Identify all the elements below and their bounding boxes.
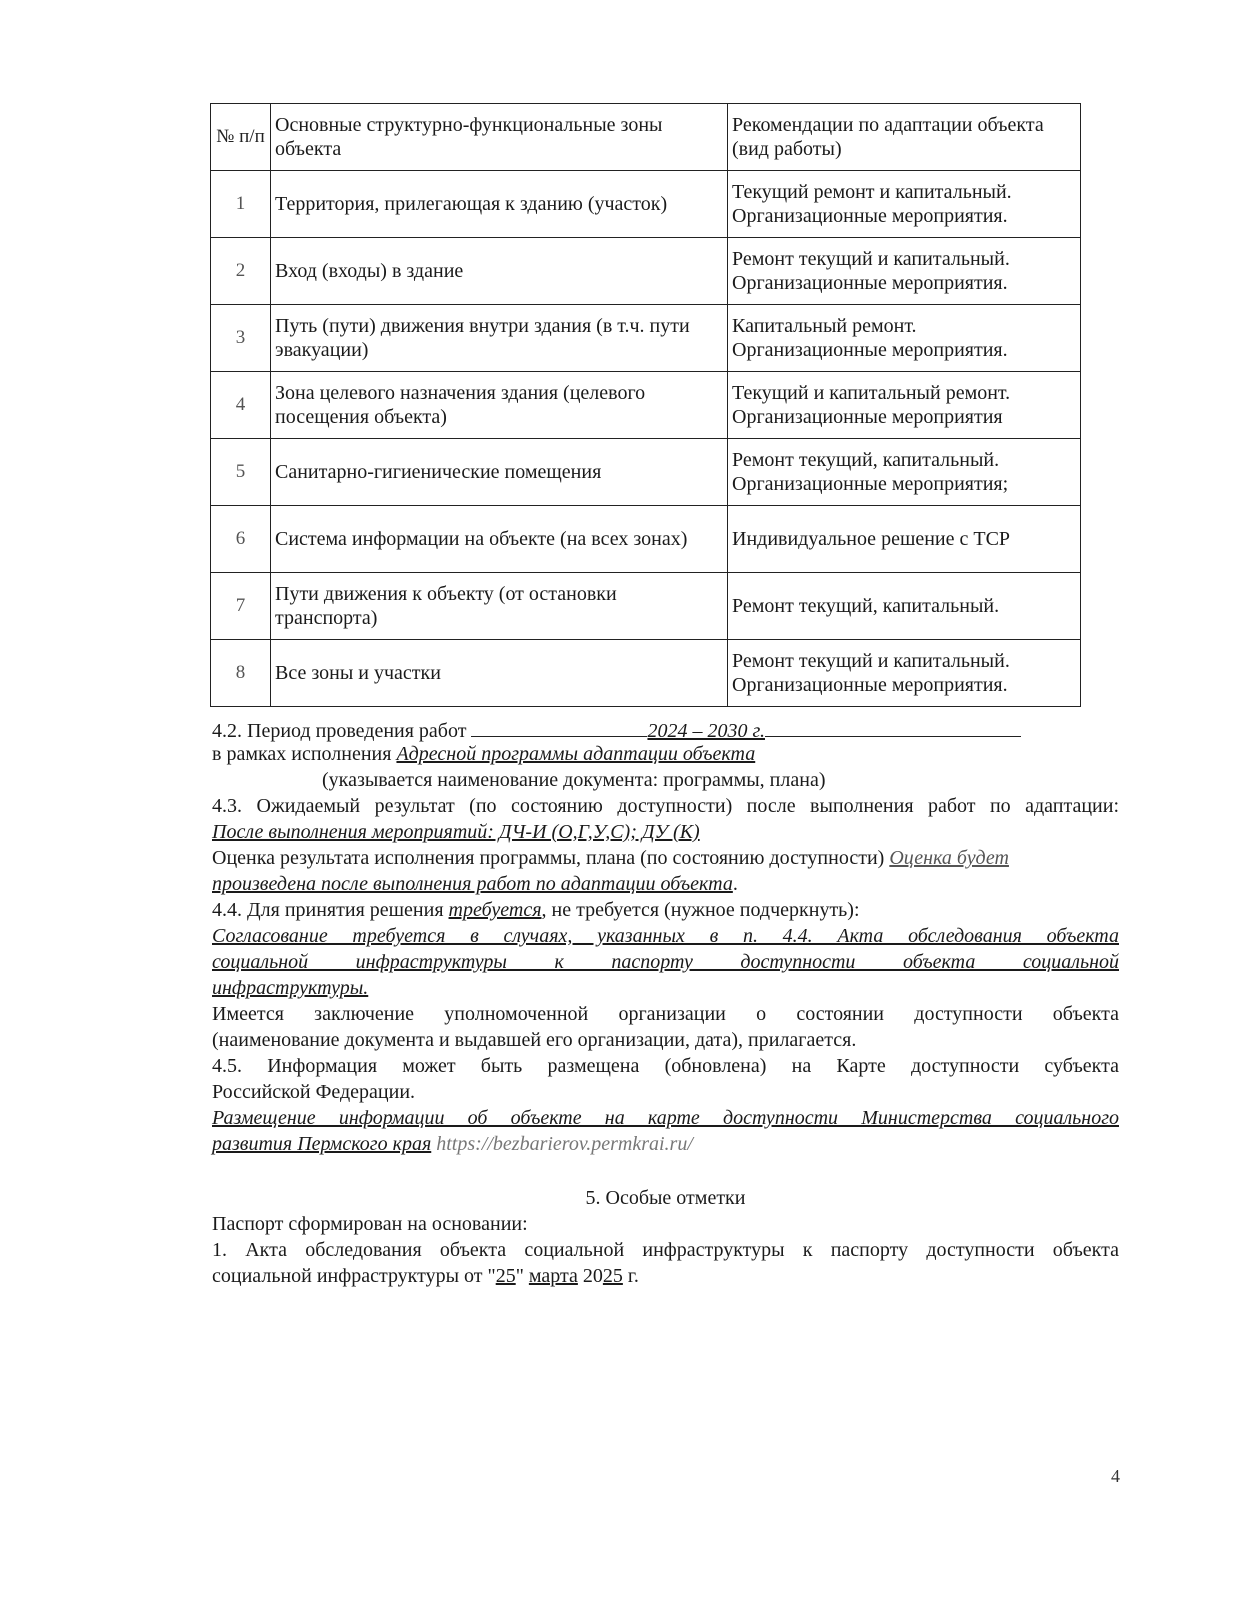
table-header-row (211, 104, 1081, 171)
expected-result-value (212, 820, 700, 846)
row-num: 7 (211, 573, 271, 640)
row-zone: Зона целевого назначения здания (целевого посещения объекта) (271, 372, 728, 439)
table-row (211, 171, 1081, 238)
act-line-2 (212, 1264, 639, 1290)
row-num: 5 (211, 439, 271, 506)
map-info-line-1: 4.5. Информация может быть размещена (обновлена) на Карте доступности субъекта (212, 1055, 1119, 1077)
row-rec: Текущий ремонт и капитальный. Организационные мероприятия. (728, 171, 1081, 238)
period-blank (765, 716, 1021, 737)
row-rec: Текущий и капитальный ремонт. Организационные мероприятия (728, 372, 1081, 439)
row-rec: Ремонт текущий, капитальный. Организационные мероприятия; (728, 439, 1081, 506)
decision-line (212, 898, 860, 924)
row-zone: Вход (входы) в здание (271, 238, 728, 305)
row-rec: Капитальный ремонт. Организационные мероприятия. (728, 305, 1081, 372)
agreement-line-3: инфраструктуры. (212, 977, 369, 999)
act-month: марта (528, 1265, 578, 1287)
adaptation-table (210, 103, 1081, 707)
row-zone: Путь (пути) движения внутри здания (в т.ч. пути эвакуации) (271, 305, 728, 372)
row-num: 1 (211, 171, 271, 238)
agreement-line-2: социальной инфраструктуры к паспорту доступности объекта социальной (212, 951, 1119, 973)
conclusion-line-1: Имеется заключение уполномоченной организации о состоянии доступности объекта (212, 1003, 1119, 1025)
decision-required: требуется (448, 899, 542, 921)
row-zone: Территория, прилегающая к зданию (участок) (271, 171, 728, 238)
program-line (212, 742, 755, 768)
decision-lead: 4.4. Для принятия решения (212, 899, 444, 921)
table-row (211, 573, 1081, 640)
expected-result-text: После выполнения мероприятий: ДЧ-И (О,Г,У,С); ДУ (К) (212, 821, 700, 843)
page-number: 4 (1111, 1466, 1120, 1486)
header-rec: Рекомендации по адаптации объекта (вид работы) (728, 104, 1081, 171)
period-blank (471, 716, 647, 737)
map-placement-text: развития Пермского края (212, 1133, 432, 1155)
act-line-1: 1. Акта обследования объекта социальной инфраструктуры к паспорту доступности объекта (212, 1239, 1119, 1261)
row-zone: Санитарно-гигиенические помещения (271, 439, 728, 506)
row-num: 4 (211, 372, 271, 439)
map-info-line-2: Российской Федерации. (212, 1081, 416, 1103)
table-row (211, 305, 1081, 372)
period-label: 4.2. Период проведения работ (212, 720, 467, 742)
table-row (211, 439, 1081, 506)
expected-result-line: 4.3. Ожидаемый результат (по состоянию доступности) после выполнения работ по адаптации: (212, 795, 1119, 817)
evaluation-value-2: произведена после выполнения работ по адаптации объекта (212, 873, 733, 895)
row-zone: Пути движения к объекту (от остановки транспорта) (271, 573, 728, 640)
evaluation-value: Оценка будет (889, 847, 1009, 869)
act-year: 25 (602, 1265, 623, 1287)
table-row (211, 640, 1081, 707)
row-zone: Все зоны и участки (271, 640, 728, 707)
table-row (211, 506, 1081, 573)
row-rec: Ремонт текущий и капитальный. Организационные мероприятия. (728, 238, 1081, 305)
program-name: Адресной программы адаптации объекта (396, 743, 756, 765)
period-line (212, 716, 1021, 745)
evaluation-prefix: Оценка результата исполнения программы, плана (по состоянию доступности) (212, 847, 885, 869)
table-row (211, 372, 1081, 439)
agreement-line-1: Согласование требуется в случаях, указанных в п. 4.4. Акта обследования объекта (212, 925, 1119, 947)
act-day: 25 (495, 1265, 516, 1287)
program-prefix: в рамках исполнения (212, 743, 392, 765)
map-placement-line-2 (212, 1132, 693, 1158)
act-year-prefix: 20 (577, 1265, 603, 1287)
period-value: 2024 – 2030 г. (647, 720, 765, 742)
map-url-link[interactable]: https://bezbarierov.permkrai.ru/ (436, 1133, 693, 1155)
act-suffix: г. (622, 1265, 639, 1287)
act-date-prefix: социальной инфраструктуры от " (212, 1265, 496, 1287)
program-note: (указывается наименование документа: программы, плана) (322, 769, 826, 791)
map-placement-line-1: Размещение информации об объекте на карте доступности Министерства социального (212, 1107, 1119, 1129)
section-5-title: 5. Особые отметки (585, 1187, 746, 1209)
row-rec: Индивидуальное решение с ТСР (728, 506, 1081, 573)
basis-line: Паспорт сформирован на основании: (212, 1213, 528, 1235)
evaluation-line (212, 846, 1119, 872)
table-row (211, 238, 1081, 305)
decision-rest: , не требуется (нужное подчеркнуть): (541, 899, 860, 921)
row-num: 6 (211, 506, 271, 573)
act-mid: " (515, 1265, 529, 1287)
row-zone: Система информации на объекте (на всех зонах) (271, 506, 728, 573)
evaluation-line-2: произведена после выполнения работ по адаптации объекта. (212, 873, 738, 895)
row-num: 8 (211, 640, 271, 707)
row-rec: Ремонт текущий и капитальный. Организационные мероприятия. (728, 640, 1081, 707)
header-num: № п/п (211, 104, 271, 171)
row-num: 3 (211, 305, 271, 372)
conclusion-line-2: (наименование документа и выдавшей его организации, дата), прилагается. (212, 1029, 857, 1051)
header-zone: Основные структурно-функциональные зоны объекта (271, 104, 728, 171)
row-rec: Ремонт текущий, капитальный. (728, 573, 1081, 640)
row-num: 2 (211, 238, 271, 305)
